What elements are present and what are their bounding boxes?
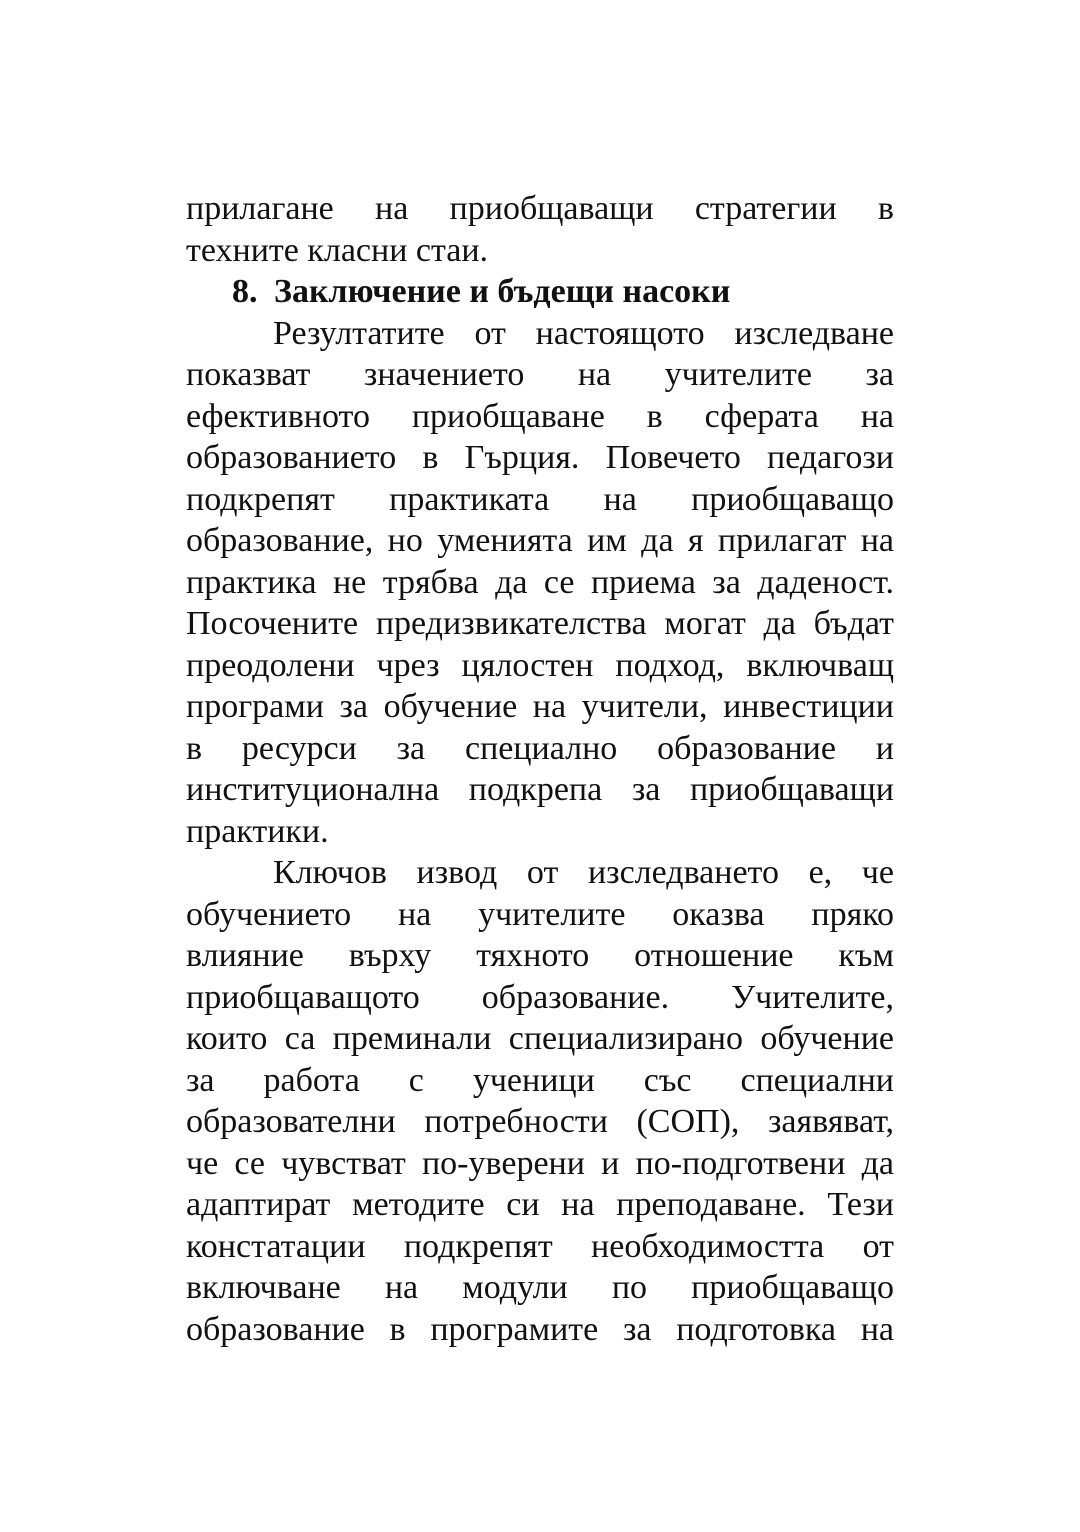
text-line: в ресурси за специално образование и xyxy=(186,729,894,767)
text-line: обучението на учителите оказва пряко xyxy=(186,895,894,933)
text-line: образованието в Гърция. Повечето педагози xyxy=(186,439,894,476)
text-line: Резултатите от настоящото изследване xyxy=(273,314,894,352)
text-line: показват значението на учителите за xyxy=(186,356,894,393)
text-line: подкрепят практиката на приобщаващо xyxy=(186,480,894,518)
text-line: че се чувстват по-уверени и по-подготвени да xyxy=(186,1144,894,1182)
text-line: Посочените предизвикателства могат да бъдат xyxy=(186,605,894,642)
text-line: включване на модули по приобщаващо xyxy=(186,1269,894,1306)
text-line: образование в програмите за подготовка на xyxy=(186,1310,894,1348)
text-line: влияние върху тяхното отношение към xyxy=(186,937,894,974)
text-line: Ключов извод от изследването е, че xyxy=(273,854,894,891)
text-line: ефективното приобщаване в сферата на xyxy=(186,397,894,435)
text-line: прилагане на приобщаващи стратегии в xyxy=(186,190,894,227)
text-line: институционална подкрепа за приобщаващи xyxy=(186,771,894,808)
text-line: адаптират методите си на преподаване. Тези xyxy=(186,1186,894,1223)
section-number: 8. xyxy=(232,273,258,310)
text-line: практика не трябва да се приема за даденост. xyxy=(186,563,894,601)
text-line: за работа с ученици със специални xyxy=(186,1061,894,1099)
text-line: образование, но уменията им да я прилагат на xyxy=(186,522,894,559)
text-line: преодолени чрез цялостен подход, включващ xyxy=(186,646,894,684)
text-line: техните класни стаи. xyxy=(186,231,489,269)
text-line: образователни потребности (СОП), заявяват, xyxy=(186,1103,894,1140)
text-line: констатации подкрепят необходимостта от xyxy=(186,1227,894,1265)
section-heading xyxy=(186,271,894,313)
text-line: приобщаващото образование. Учителите, xyxy=(186,978,894,1016)
body-text xyxy=(186,188,894,1350)
section-title: Заключение и бъдещи насоки xyxy=(274,273,731,310)
text-line: програми за обучение на учители, инвестиции xyxy=(186,688,894,725)
text-line: които са преминали специализирано обучение xyxy=(186,1020,894,1057)
text-line: практики. xyxy=(186,812,329,850)
